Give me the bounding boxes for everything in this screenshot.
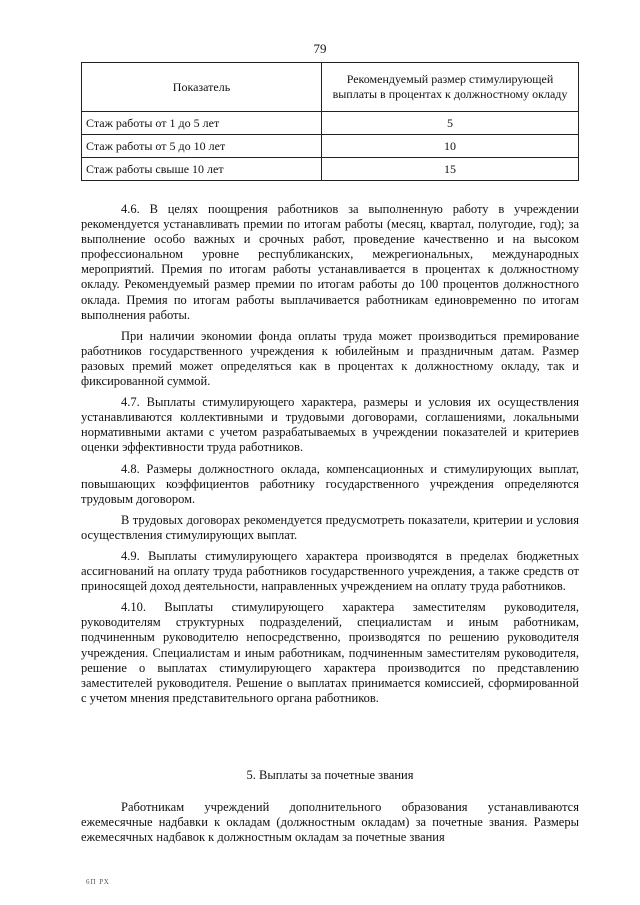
table-row [82,112,579,135]
table-cell-indicator: Стаж работы свыше 10 лет [82,158,322,181]
table-cell-value: 15 [322,158,579,181]
table-row [82,158,579,181]
section-heading: 5. Выплаты за почетные звания [246,768,414,782]
page-number: 79 [313,41,327,56]
paragraph-bonus-dates: При наличии экономии фонда оплаты труда может производиться премирование работников государственного учреждения к юбилейным и праздничным датам. Размер разовых премий может определяться как в процентах к должностному окладу, так и фиксированной суммой. [81,328,579,389]
stimulus-rate-table [81,62,579,181]
table-header-rate: Рекомендуемый размер стимулирующей выплаты в процентах к должностному окладу [322,63,579,112]
table-header-row [82,63,579,112]
table-row [82,135,579,158]
section-body [81,800,579,851]
table-cell-indicator: Стаж работы от 5 до 10 лет [82,135,322,158]
paragraph-4-8: 4.8. Размеры должностного оклада, компенсационных и стимулирующих выплат, повышающих коэффициентов работнику государственного учреждения определяются трудовым договором. [81,461,579,506]
table-cell-value: 5 [322,112,579,135]
paragraph-4-6: 4.6. В целях поощрения работников за выполненную работу в учреждении рекомендуется устанавливать премии по итогам работы (месяц, квартал, полугодие, год); за выполнение особо важных и срочных работ, проведение качественно и на высоком профессиональном уровне республиканских, межрегиональных, международных мероприятий. Премия по итогам работы устанавливается в процентах к должностному окладу. Рекомендуемый размер премии по итогам работы до 100 процентов должностного оклада. Премия по итогам работы выплачивается работникам единовременно по итогам выполнения работы. [81,202,579,322]
footer-mark: 6П РХ [86,878,110,886]
paragraph-4-10: 4.10. Выплаты стимулирующего характера заместителям руководителя, руководителям структурных подразделений, специалистам и иным работникам, подчиненным руководителю непосредственно, производятся по решению руководителя учреждения. Специалистам и иным работникам, подчиненным заместителям руководителя, решение о выплатах стимулирующего характера производится по представлению заместителей руководителя. Решение о выплатах принимается комиссией, сформированной с учетом мнения представительного органа работников. [81,600,579,705]
table-cell-indicator: Стаж работы от 1 до 5 лет [82,112,322,135]
paragraph-contracts: В трудовых договорах рекомендуется предусмотреть показатели, критерии и условия осуществления стимулирующих выплат. [81,512,579,542]
table-cell-value: 10 [322,135,579,158]
paragraph-4-7: 4.7. Выплаты стимулирующего характера, размеры и условия их осуществления устанавливаются коллективными и трудовыми договорами, соглашениями, локальными нормативными актами с учетом разрабатываемых в учреждении показателей и критериев оценки эффективности труда работников. [81,395,579,455]
paragraph-honorary-titles: Работникам учреждений дополнительного образования устанавливаются ежемесячные надбавки к окладам (должностным окладам) за почетные звания. Размеры ежемесячных надбавок к должностным окладам за почетные звания [81,800,579,845]
body-text [81,202,579,712]
paragraph-4-9: 4.9. Выплаты стимулирующего характера производятся в пределах бюджетных ассигнований на оплату труда работников государственного учреждения, а также средств от приносящей доход деятельности, направленных учреждением на оплату труда работников. [81,548,579,594]
table-header-indicator: Показатель [82,63,322,112]
